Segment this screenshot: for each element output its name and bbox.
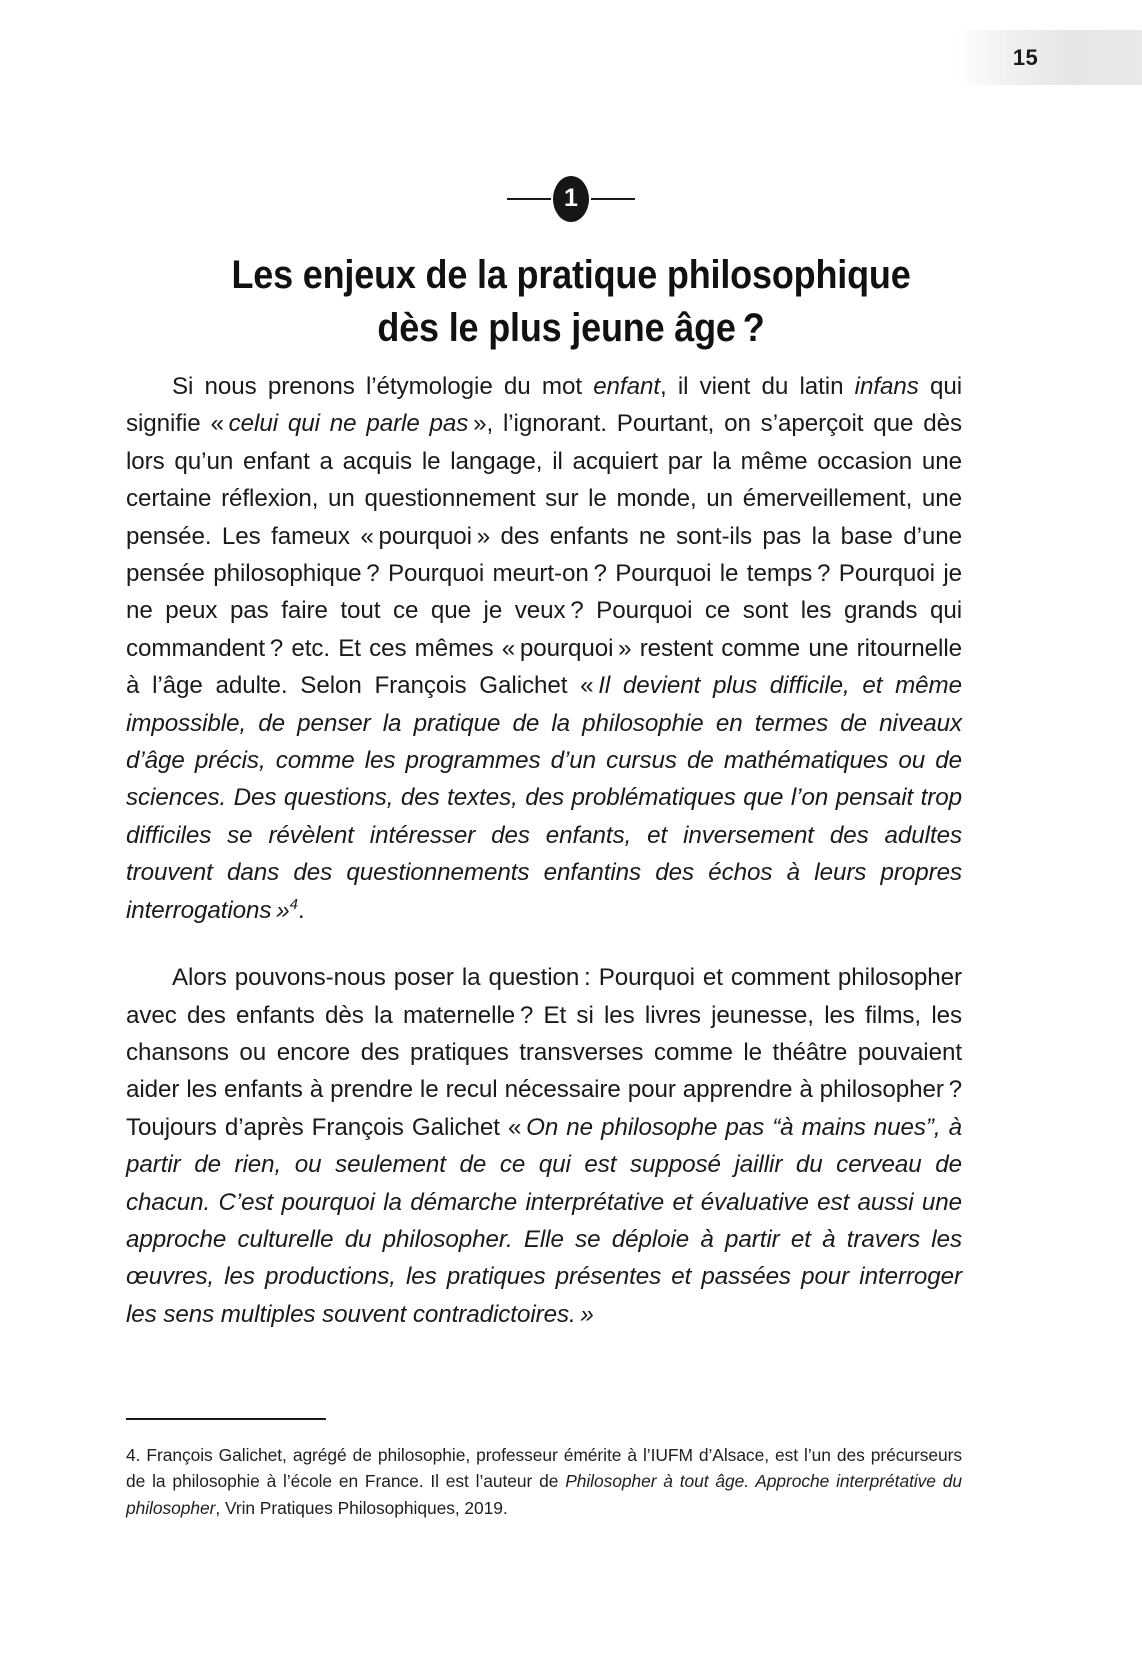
footnote-separator-rule xyxy=(126,1418,326,1420)
paragraph-1 xyxy=(126,368,962,929)
footnote-area xyxy=(126,1418,962,1522)
p1-seg-4: », l’ignorant. Pourtant, on s’aperçoit que dès lors qu’un enfant a acquis le langage, il acquiert par la même occasion une certaine réflexion, un questionnement sur le monde, un émerveillement, une pensée. Les fameux « pourquoi » des enfants ne sont-ils pas la base d’une pensée philosophique ? Pourquoi meurt-on ? Pourquoi le temps ? Pourquoi je ne peux pas faire tout ce que je veux ? Pourquoi ce sont les grands qui commandent ? etc. Et ces mêmes « pourquoi » restent comme une ritournelle à l’âge adulte. Selon François Galichet « xyxy=(126,410,962,700)
p1-seg-2: , il vient du latin xyxy=(659,373,855,400)
footnote-seg-1: 4. François Galichet, agrégé de philosophie, professeur émérite à l’IUFM d’Alsace, est l’un des précurseurs de la philosophie à l’école en France. Il est l’auteur de xyxy=(126,1444,962,1492)
footnote-seg-2: , Vrin Pratiques Philosophiques, 2019. xyxy=(215,1497,508,1518)
p2-galichet-quotation: On ne philosophe pas “à mains nues”, à partir de rien, ou seulement de ce qui est supposé jaillir du cerveau de chacun. C’est pourquoi la démarche interprétative et évaluative est aussi une approche culturelle du philosopher. Elle se déploie à partir et à travers les œuvres, les productions, les pratiques présentes et passées pour interroger les sens multiples souvent contradictoires. » xyxy=(126,1113,962,1328)
footnote-4 xyxy=(126,1442,962,1522)
p1-seg-3: qui signifie « xyxy=(126,373,962,438)
p1-emphasis-infans: infans xyxy=(854,373,919,400)
p2-seg-1: Alors pouvons-nous poser la question : Pourquoi et comment philosopher avec des enfants dès la maternelle ? Et si les livres jeunesse, les films, les chansons ou encore des pratiques transverses comme le théâtre pouvaient aider les enfants à prendre le recul nécessaire pour apprendre à philosopher ? Toujours d’après François Galichet « xyxy=(126,964,962,1141)
p1-seg-1: Si nous prenons l’étymologie du mot xyxy=(172,373,594,400)
chapter-number-badge: 1 xyxy=(553,176,589,222)
footnote-reference-4: 4 xyxy=(289,895,298,913)
chapter-title-line-2: dès le plus jeune âge ? xyxy=(377,306,765,351)
marker-rule-left xyxy=(507,198,551,200)
chapter-marker xyxy=(0,176,1142,222)
p1-emphasis-enfant: enfant xyxy=(593,373,660,400)
p1-emphasis-celui-qui-ne-parle-pas: celui qui ne parle pas xyxy=(228,410,469,438)
body-text xyxy=(126,368,962,1333)
page-number-band xyxy=(957,30,1142,85)
p1-galichet-quotation: Il devient plus difficile, et même impossible, de penser la pratique de la philosophie en termes de niveaux d’âge précis, comme les programmes d’un cursus de mathématiques ou de sciences. Des questions, des textes, des problématiques que l’on pensait trop difficiles se révèlent intéresser des enfants, et inversement des adultes trouvent dans des questionnements enfantins des échos à leurs propres interrogations » xyxy=(126,672,962,924)
paragraph-2 xyxy=(126,959,962,1333)
footnote-book-title: Philosopher à tout âge. Approche interprétative du philosopher xyxy=(126,1471,962,1518)
chapter-title xyxy=(183,249,959,356)
p1-seg-end: . xyxy=(297,896,305,924)
marker-rule-right xyxy=(591,198,635,200)
chapter-title-line-1: Les enjeux de la pratique philosophique xyxy=(231,252,911,297)
page-number: 15 xyxy=(1012,44,1039,70)
